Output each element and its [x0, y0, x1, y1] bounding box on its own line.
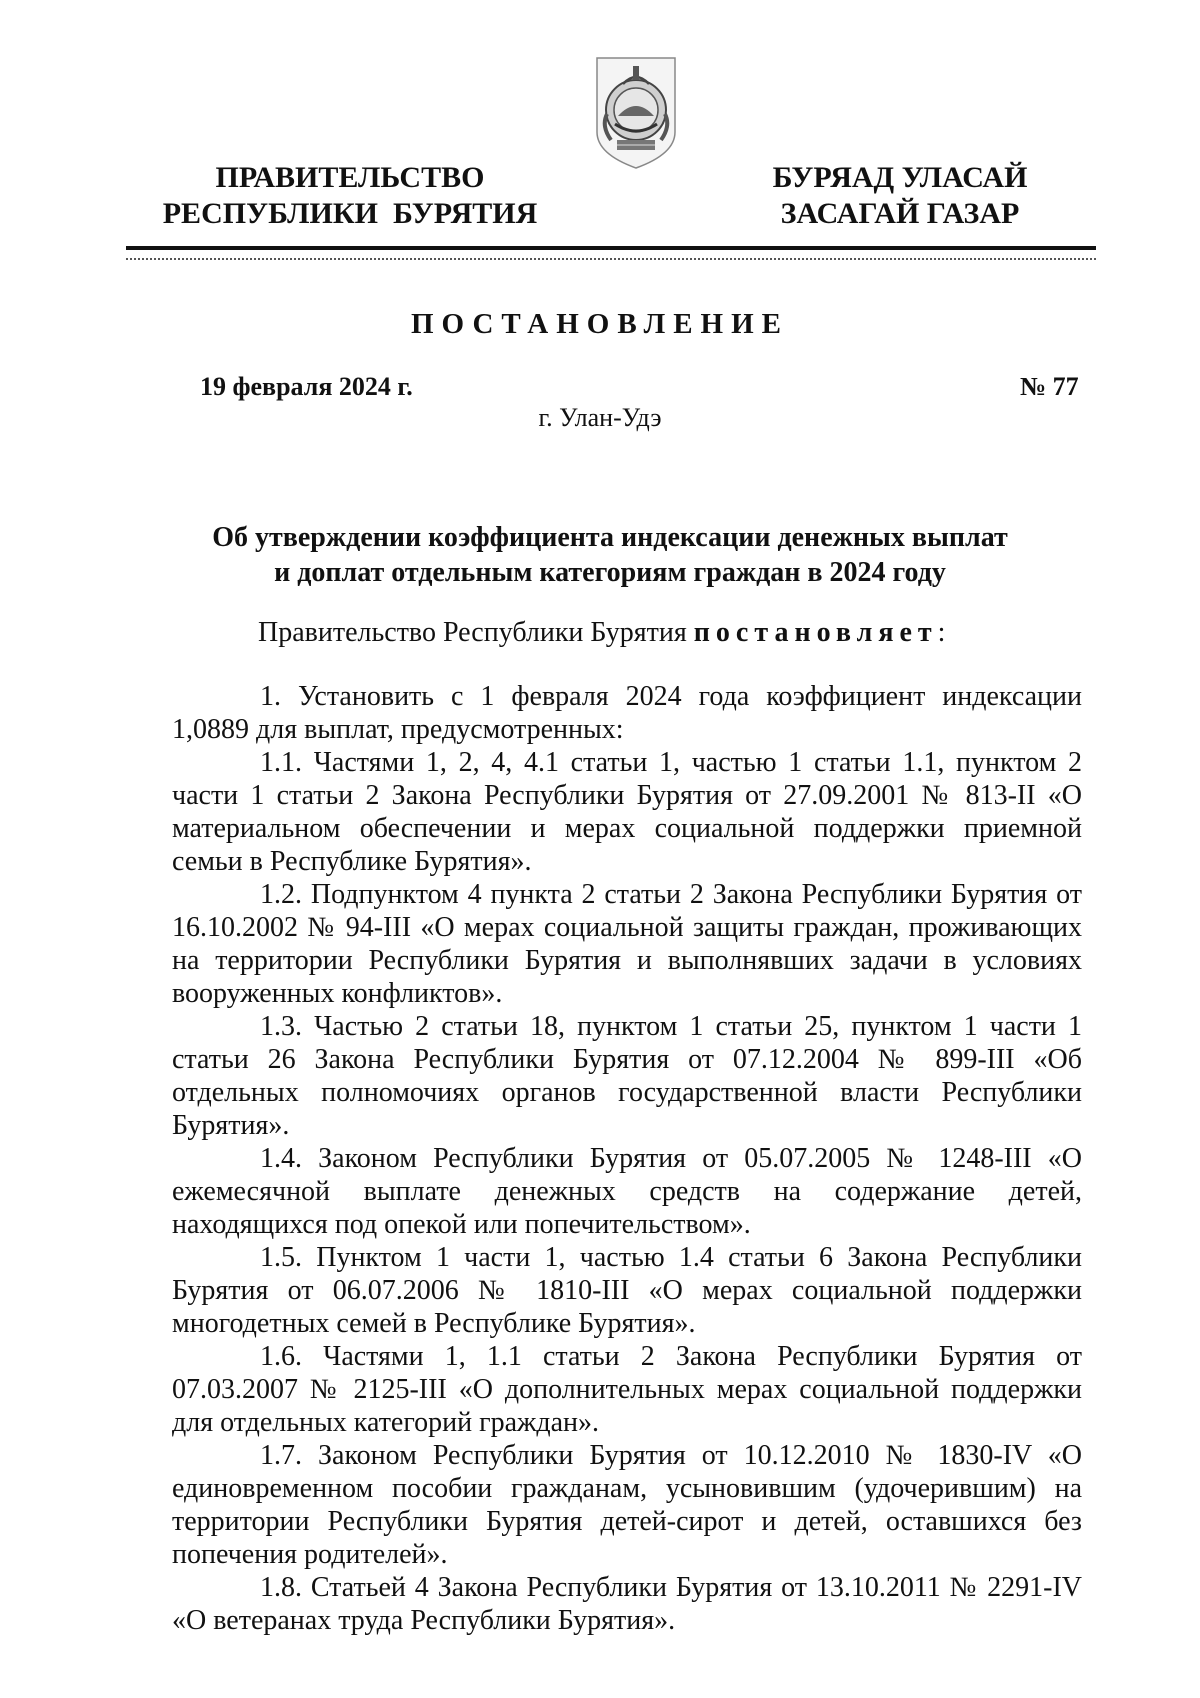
government-name-russian [150, 160, 550, 232]
document-type: ПОСТАНОВЛЕНИЕ [410, 308, 789, 340]
paragraph-1-5: 1.5. Пунктом 1 части 1, частью 1.4 статьи 6 Закона Республики Бурятия от 06.07.2006 № 1810-III «О мерах социальной поддержки многодетных семей в Республике Бурятия». [172, 1242, 1082, 1339]
paragraph-1-1: 1.1. Частями 1, 2, 4, 4.1 статьи 1, частью 1 статьи 1.1, пунктом 2 части 1 статьи 2 Закона Республики Бурятия от 27.09.2001 № 813-II «О материальном обеспечении и мерах социальной поддержки приемной семьи в Республике Бурятия». [172, 747, 1082, 877]
preamble-text: Правительство Республики Бурятия [258, 617, 694, 648]
coat-of-arms-icon [593, 54, 679, 172]
document-title [180, 520, 1040, 590]
paragraph-1-6: 1.6. Частями 1, 1.1 статьи 2 Закона Республики Бурятия от 07.03.2007 № 2125-III «О дополнительных мерах социальной поддержки для отдельных категорий граждан». [172, 1341, 1082, 1438]
document-title-line-1: Об утверждении коэффициента индексации денежных выплат [212, 522, 1008, 553]
org-right-line-1: БУРЯАД УЛАСАЙ [772, 161, 1028, 194]
paragraph-1-7: 1.7. Законом Республики Бурятия от 10.12.2010 № 1830-IV «О единовременном пособии гражданам, усыновившим (удочерившим) на территории Республики Бурятия детей-сирот и детей, оставшихся без попечения родителей». [172, 1440, 1082, 1570]
header-divider-thin [126, 258, 1096, 260]
document-city: г. Улан-Удэ [538, 403, 662, 432]
header-divider-thick [126, 246, 1096, 250]
government-name-buryat [730, 160, 1070, 232]
org-left-line-1: ПРАВИТЕЛЬСТВО [215, 161, 485, 194]
paragraph-1-3: 1.3. Частью 2 статьи 18, пунктом 1 статьи 25, пунктом 1 части 1 статьи 26 Закона Республики Бурятия от 07.12.2004 № 899-III «Об отдельных полномочиях органов государственной власти Республики Бурятия». [172, 1011, 1082, 1141]
document-date: 19 февраля 2024 г. [200, 372, 413, 401]
preamble-emphasis: постановляет [693, 617, 938, 648]
preamble-colon: : [937, 617, 946, 648]
preamble [258, 617, 945, 649]
document-title-line-2: и доплат отдельным категориям граждан в 2024 году [274, 557, 946, 588]
paragraph-1: 1. Установить с 1 февраля 2024 года коэффициент индексации 1,0889 для выплат, предусмотренных: [172, 681, 1082, 745]
document-body [172, 680, 1082, 1637]
org-left-line-2: РЕСПУБЛИКИ БУРЯТИЯ [162, 197, 538, 230]
paragraph-1-8: 1.8. Статьей 4 Закона Республики Бурятия от 13.10.2011 № 2291-IV «О ветеранах труда Республики Бурятия». [172, 1572, 1082, 1636]
paragraph-1-4: 1.4. Законом Республики Бурятия от 05.07.2005 № 1248-III «О ежемесячной выплате денежных средств на содержание детей, находящихся под опекой или попечительством». [172, 1143, 1082, 1240]
document-number: № 77 [1020, 372, 1079, 401]
org-right-line-2: ЗАСАГАЙ ГАЗАР [780, 197, 1020, 230]
paragraph-1-2: 1.2. Подпунктом 4 пункта 2 статьи 2 Закона Республики Бурятия от 16.10.2002 № 94-III «О мерах социальной защиты граждан, проживающих на территории Республики Бурятия и выполнявших задачи в условиях вооруженных конфликтов». [172, 879, 1082, 1009]
